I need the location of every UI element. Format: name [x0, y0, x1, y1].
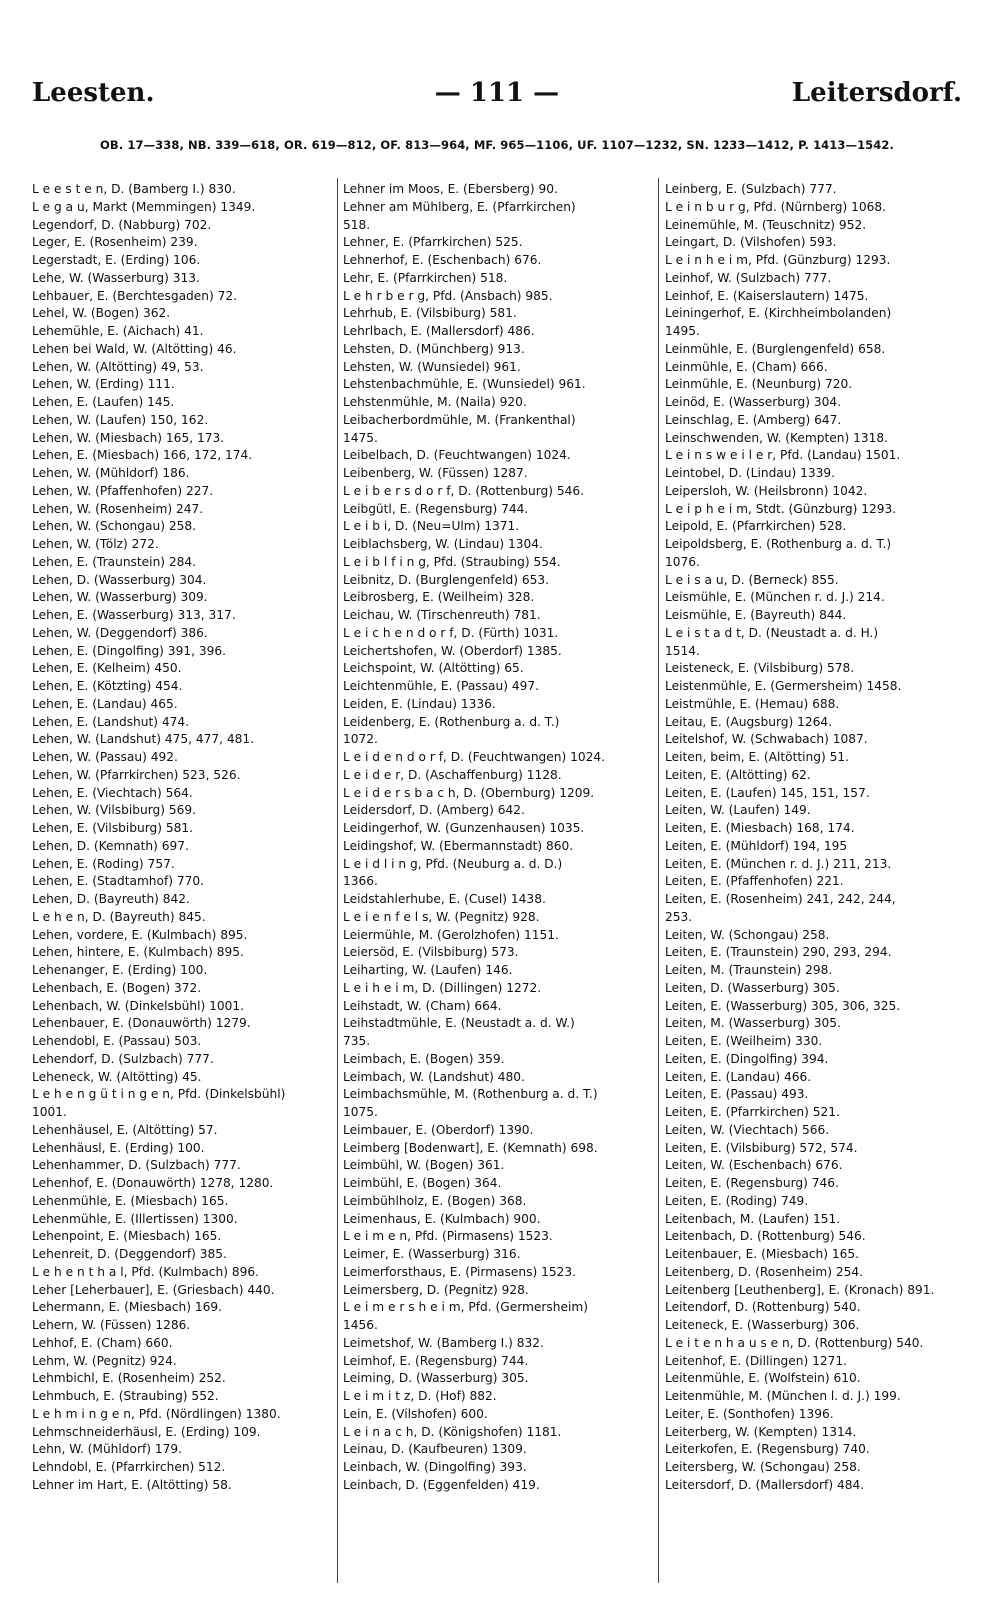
index-entry: Leiten, E. (Miesbach) 168, 174. [665, 821, 855, 835]
index-entry: Leiblachsberg, W. (Lindau) 1304. [343, 537, 543, 551]
index-entry: Lehemühle, E. (Aichach) 41. [32, 324, 204, 338]
index-entry: Lehen, W. (Pfaffenhofen) 227. [32, 483, 214, 498]
index-entry: Leiten, E. (Traunstein) 290, 293, 294. [665, 945, 892, 960]
index-entry: Leinschwenden, W. (Kempten) 1318. [665, 430, 889, 445]
index-entry: Leimbach, W. (Landshut) 480. [343, 1069, 525, 1084]
index-entry: Leimbühlholz, E. (Bogen) 368. [343, 1193, 527, 1208]
index-entry: Lehenpoint, E. (Miesbach) 165. [32, 1229, 222, 1244]
index-entry: L e i m i t z, D. (Hof) 882. [343, 1389, 497, 1403]
index-entry: Leinemühle, M. (Teuschnitz) 952. [665, 217, 867, 232]
index-entry: Lehenhäusl, E. (Erding) 100. [32, 1140, 205, 1155]
index-entry: 1072. [343, 732, 378, 747]
index-entry: Lehen, W. (Deggendorf) 386. [32, 625, 208, 640]
index-entry: L e h e n t h a l, Pfd. (Kulmbach) 896. [32, 1264, 259, 1279]
index-entry: Leinberg, E. (Sulzbach) 777. [665, 182, 837, 196]
index-entry: Leiten, E. (Laufen) 145, 151, 157. [665, 785, 870, 800]
index-entry: Lehen, W. (Mühldorf) 186. [32, 466, 190, 480]
index-entry: Leibnitz, D. (Burglengenfeld) 653. [343, 572, 549, 587]
index-entry: Leichau, W. (Tirschenreuth) 781. [343, 608, 541, 622]
index-entry: Lehen, vordere, E. (Kulmbach) 895. [32, 927, 248, 942]
index-entry: Lehen, W. (Miesbach) 165, 173. [32, 430, 225, 445]
index-entry: Leimhof, E. (Regensburg) 744. [343, 1353, 529, 1368]
index-entry: 1514. [665, 643, 700, 658]
index-entry: L e i b l f i n g, Pfd. (Straubing) 554. [343, 554, 561, 569]
index-entry: Lehern, W. (Füssen) 1286. [32, 1318, 191, 1332]
index-entry: Lehhof, E. (Cham) 660. [32, 1335, 173, 1350]
column-2 [343, 181, 653, 1581]
index-entry: Leipold, E. (Pfarrkirchen) 528. [665, 519, 847, 534]
index-entry: Lehen, W. (Pfarrkirchen) 523, 526. [32, 767, 241, 782]
index-entry: Leibacherbordmühle, M. (Frankenthal) [343, 412, 576, 427]
index-entry: Leiten, beim, E. (Altötting) 51. [665, 750, 850, 764]
column-1 [32, 181, 332, 1581]
index-entry: Lehen, E. (Kötzting) 454. [32, 679, 183, 693]
index-entry: Leiten, E. (Regensburg) 746. [665, 1176, 839, 1190]
index-entry: Leitenmühle, E. (Wolfstein) 610. [665, 1371, 861, 1386]
index-entry: 1075. [343, 1105, 378, 1119]
index-entry: Leitenberg [Leuthenberg], E. (Kronach) 891. [665, 1282, 935, 1297]
index-entry: Lehen, W. (Tölz) 272. [32, 537, 159, 551]
index-entry: Leinöd, E. (Wasserburg) 304. [665, 395, 842, 409]
index-entry: Lehen, W. (Vilsbiburg) 569. [32, 803, 196, 818]
index-entry: L e h e n, D. (Bayreuth) 845. [32, 909, 206, 924]
index-entry: Lehnerhof, E. (Eschenbach) 676. [343, 253, 542, 267]
header-last-entry: Leitersdorf. [791, 78, 962, 108]
index-entry: L e i d e r s b a c h, D. (Obernburg) 1209. [343, 785, 595, 800]
index-entry: Leichtenmühle, E. (Passau) 497. [343, 679, 539, 693]
index-entry: 1001. [32, 1105, 67, 1119]
index-entry: Leidingshof, W. (Ebermannstadt) 860. [343, 838, 574, 853]
index-entry: Lehen, E. (Landshut) 474. [32, 714, 190, 729]
index-entry: Lehner im Hart, E. (Altötting) 58. [32, 1477, 232, 1492]
index-entry: Leimbach, E. (Bogen) 359. [343, 1051, 505, 1066]
index-entry: L e i b i, D. (Neu=Ulm) 1371. [343, 519, 520, 534]
index-entry: Leiten, E. (Wasserburg) 305, 306, 325. [665, 998, 901, 1013]
index-entry: Leimenhaus, E. (Kulmbach) 900. [343, 1211, 541, 1226]
index-entry: Leiten, E. (Vilsbiburg) 572, 574. [665, 1140, 858, 1155]
index-entry: L e i n s w e i l e r, Pfd. (Landau) 1501. [665, 448, 901, 463]
index-entry: Leimberg [Bodenwart], E. (Kemnath) 698. [343, 1140, 598, 1155]
index-entry: Leitendorf, D. (Rottenburg) 540. [665, 1300, 861, 1315]
index-entry: Lehner, E. (Pfarrkirchen) 525. [343, 235, 523, 250]
index-entry: Lehen, E. (Dingolfing) 391, 396. [32, 643, 226, 658]
index-entry: L e e s t e n, D. (Bamberg I.) 830. [32, 182, 236, 196]
index-entry: Lehrlbach, E. (Mallersdorf) 486. [343, 324, 535, 338]
index-entry: L e h r b e r g, Pfd. (Ansbach) 985. [343, 288, 553, 303]
index-entry: Leiten, W. (Laufen) 149. [665, 803, 811, 818]
index-entry: Leichertshofen, W. (Oberdorf) 1385. [343, 643, 562, 658]
index-entry: Leiten, E. (Dingolfing) 394. [665, 1051, 829, 1066]
index-entry: Leiten, W. (Schongau) 258. [665, 927, 830, 942]
index-entry: 253. [665, 909, 693, 924]
index-entry: Lehen, E. (Viechtach) 564. [32, 785, 193, 800]
index-entry: Leiermühle, M. (Gerolzhofen) 1151. [343, 927, 559, 942]
index-entry: Lehenreit, D. (Deggendorf) 385. [32, 1247, 227, 1261]
index-entry: L e i d e n d o r f, D. (Feuchtwangen) 1024. [343, 750, 606, 764]
index-entry: Leiten, E. (Weilheim) 330. [665, 1034, 823, 1048]
index-entry: Leistmühle, E. (Hemau) 688. [665, 696, 840, 711]
index-entry: Leihstadt, W. (Cham) 664. [343, 998, 502, 1013]
index-entry: Leiersöd, E. (Vilsbiburg) 573. [343, 945, 519, 960]
index-entry: Leimersberg, D. (Pegnitz) 928. [343, 1282, 529, 1297]
index-entry: Lehen, W. (Rosenheim) 247. [32, 501, 204, 516]
district-range-legend: OB. 17—338, NB. 339—618, OR. 619—812, OF. 813—964, MF. 965—1106, UF. 1107—1232, SN. 1233—1412, P. 1413—1542. [100, 138, 894, 152]
index-entry: Leimer, E. (Wasserburg) 316. [343, 1247, 521, 1261]
page-number: — 111 — [434, 78, 560, 108]
index-entry: Lehndobl, E. (Pfarrkirchen) 512. [32, 1460, 226, 1474]
index-entry: Leiten, E. (Roding) 749. [665, 1193, 809, 1208]
index-entry: L e i e n f e l s, W. (Pegnitz) 928. [343, 909, 540, 924]
index-entry: Leibrosberg, E. (Weilheim) 328. [343, 590, 535, 605]
index-entry: Lehrhub, E. (Vilsbiburg) 581. [343, 306, 517, 321]
index-entry: Leimbauer, E. (Oberdorf) 1390. [343, 1122, 534, 1137]
index-entry: Lehsten, W. (Wunsiedel) 961. [343, 359, 521, 374]
index-entry: Lehen, E. (Wasserburg) 313, 317. [32, 608, 236, 622]
index-entry: Leitenhof, E. (Dillingen) 1271. [665, 1353, 848, 1368]
index-entry: Lehendobl, E. (Passau) 503. [32, 1034, 202, 1048]
index-entry: L e g a u, Markt (Memmingen) 1349. [32, 199, 256, 214]
index-entry: L e i c h e n d o r f, D. (Fürth) 1031. [343, 625, 559, 640]
index-entry: Lehner am Mühlberg, E. (Pfarrkirchen) [343, 199, 576, 214]
index-entry: Leitenbauer, E. (Miesbach) 165. [665, 1247, 859, 1261]
index-entry: Leitenbach, M. (Laufen) 151. [665, 1211, 841, 1226]
index-entry: Lehen, E. (Roding) 757. [32, 856, 175, 871]
index-entry: Leinau, D. (Kaufbeuren) 1309. [343, 1442, 527, 1457]
index-entry: Leidingerhof, W. (Gunzenhausen) 1035. [343, 821, 585, 835]
index-entry: Leiten, E. (Landau) 466. [665, 1069, 812, 1084]
index-entry: Leipersloh, W. (Heilsbronn) 1042. [665, 483, 868, 498]
index-entry: Leimerforsthaus, E. (Pirmasens) 1523. [343, 1264, 576, 1279]
index-entry: Leitenbach, D. (Rottenburg) 546. [665, 1229, 866, 1244]
index-entry: Leingart, D. (Vilshofen) 593. [665, 235, 837, 250]
column-divider [337, 178, 338, 1583]
index-entry: Lehen, E. (Miesbach) 166, 172, 174. [32, 448, 253, 463]
index-entry: Lehr, E. (Pfarrkirchen) 518. [343, 270, 508, 285]
index-entry: Lehenbauer, E. (Donauwörth) 1279. [32, 1016, 251, 1031]
index-entry: L e i s a u, D. (Berneck) 855. [665, 572, 839, 587]
index-entry: Lehen, W. (Landshut) 475, 477, 481. [32, 732, 255, 747]
index-entry: Leiden, E. (Lindau) 1336. [343, 696, 496, 711]
index-entry: L e i n b u r g, Pfd. (Nürnberg) 1068. [665, 199, 886, 214]
index-entry: L e i n h e i m, Pfd. (Günzburg) 1293. [665, 253, 891, 267]
index-entry: Leitau, E. (Augsburg) 1264. [665, 714, 833, 729]
index-entry: Lehen, W. (Passau) 492. [32, 750, 178, 764]
index-entry: Lehm, W. (Pegnitz) 924. [32, 1353, 177, 1368]
index-entry: Lehen bei Wald, W. (Altötting) 46. [32, 341, 237, 356]
index-entry: Lehen, E. (Kelheim) 450. [32, 661, 182, 676]
index-entry: Lehen, E. (Stadtamhof) 770. [32, 874, 205, 889]
index-entry: Leinhof, E. (Kaiserslautern) 1475. [665, 288, 869, 303]
index-entry: Leiteneck, E. (Wasserburg) 306. [665, 1318, 860, 1332]
index-entry: Lehermann, E. (Miesbach) 169. [32, 1300, 222, 1315]
index-entry: Leiten, E. (München r. d. J.) 211, 213. [665, 856, 892, 871]
index-entry: Lehen, E. (Vilsbiburg) 581. [32, 821, 194, 835]
index-entry: Leimetshof, W. (Bamberg I.) 832. [343, 1335, 544, 1350]
index-entry: L e i m e r s h e i m, Pfd. (Germersheim) [343, 1300, 588, 1315]
index-entry: L e i m e n, Pfd. (Pirmasens) 1523. [343, 1229, 553, 1244]
index-entry: Lehenhof, E. (Donauwörth) 1278, 1280. [32, 1176, 274, 1190]
index-entry: Lehner im Moos, E. (Ebersberg) 90. [343, 182, 558, 196]
index-entry: Leher [Leherbauer], E. (Griesbach) 440. [32, 1282, 275, 1297]
index-entry: Leinbach, W. (Dingolfing) 393. [343, 1460, 527, 1474]
index-entry: Leiharting, W. (Laufen) 146. [343, 963, 513, 977]
index-entry: Leiten, W. (Eschenbach) 676. [665, 1158, 843, 1173]
index-entry: Lehen, W. (Laufen) 150, 162. [32, 412, 209, 427]
index-entry: Lehel, W. (Bogen) 362. [32, 306, 171, 321]
index-entry: Legerstadt, E. (Erding) 106. [32, 253, 201, 267]
index-entry: Leidstahlerhube, E. (Cusel) 1438. [343, 892, 546, 906]
index-entry: Leismühle, E. (Bayreuth) 844. [665, 608, 847, 622]
index-entry: Lehenbach, E. (Bogen) 372. [32, 980, 202, 995]
index-entry: L e i h e i m, D. (Dillingen) 1272. [343, 980, 542, 995]
index-entry: Lehen, D. (Wasserburg) 304. [32, 572, 207, 587]
entry-list [665, 181, 965, 1495]
index-entry: L e i n a c h, D. (Königshofen) 1181. [343, 1424, 562, 1439]
column-divider [658, 178, 659, 1583]
index-entry: Lehmschneiderhäusl, E. (Erding) 109. [32, 1424, 261, 1439]
index-entry: Lehsten, D. (Münchberg) 913. [343, 341, 525, 356]
index-entry: Leibelbach, D. (Feuchtwangen) 1024. [343, 448, 571, 463]
index-entry: L e i s t a d t, D. (Neustadt a. d. H.) [665, 625, 879, 640]
index-entry: Leiten, D. (Wasserburg) 305. [665, 980, 840, 995]
index-entry: L e i d e r, D. (Aschaffenburg) 1128. [343, 767, 562, 782]
index-entry: Leger, E. (Rosenheim) 239. [32, 235, 198, 250]
index-entry: Leisteneck, E. (Vilsbiburg) 578. [665, 661, 855, 676]
index-entry: Lehmbuch, E. (Straubing) 552. [32, 1389, 219, 1403]
column-3 [665, 181, 965, 1581]
index-entry: Leiterberg, W. (Kempten) 1314. [665, 1424, 857, 1439]
index-entry: Lehenanger, E. (Erding) 100. [32, 963, 208, 977]
index-entry: Leiten, E. (Mühldorf) 194, 195 [665, 838, 848, 853]
index-entry: Leimbachsmühle, M. (Rothenburg a. d. T.) [343, 1087, 598, 1102]
index-entry: Lehen, W. (Erding) 111. [32, 377, 175, 392]
index-entry: Leidenberg, E. (Rothenburg a. d. T.) [343, 714, 560, 729]
index-entry: 1475. [343, 430, 378, 445]
index-entry: Leinschlag, E. (Amberg) 647. [665, 412, 842, 427]
index-entry: Leiterkofen, E. (Regensburg) 740. [665, 1442, 870, 1457]
index-entry: 1366. [343, 874, 378, 889]
index-entry: Leitelshof, W. (Schwabach) 1087. [665, 732, 868, 747]
index-entry: Leismühle, E. (München r. d. J.) 214. [665, 590, 885, 605]
index-entry: 1495. [665, 324, 700, 338]
index-entry: Leiten, E. (Rosenheim) 241, 242, 244, [665, 892, 896, 906]
index-entry: Lehen, D. (Bayreuth) 842. [32, 892, 190, 906]
index-entry: Lehstenbachmühle, E. (Wunsiedel) 961. [343, 377, 586, 392]
index-entry: Leimbühl, E. (Bogen) 364. [343, 1176, 502, 1190]
index-entry: L e i t e n h a u s e n, D. (Rottenburg) 540. [665, 1335, 924, 1350]
entry-list [343, 181, 653, 1495]
index-entry: 1076. [665, 554, 700, 569]
index-entry: Leintobel, D. (Lindau) 1339. [665, 466, 836, 480]
index-entry: L e i d l i n g, Pfd. (Neuburg a. d. D.) [343, 856, 563, 871]
index-entry: 735. [343, 1034, 371, 1048]
index-entry: Leiter, E. (Sonthofen) 1396. [665, 1406, 834, 1421]
index-entry: Legendorf, D. (Nabburg) 702. [32, 217, 212, 232]
index-entry: L e h m i n g e n, Pfd. (Nördlingen) 1380. [32, 1406, 281, 1421]
index-entry: L e i b e r s d o r f, D. (Rottenburg) 546. [343, 483, 585, 498]
index-entry: Leiming, D. (Wasserburg) 305. [343, 1371, 529, 1386]
index-entry: Lehen, W. (Schongau) 258. [32, 519, 196, 534]
index-entry: Lehen, E. (Laufen) 145. [32, 395, 175, 409]
index-entry: 518. [343, 217, 371, 232]
index-entry: Leinmühle, E. (Neunburg) 720. [665, 377, 853, 392]
index-entry: Leidersdorf, D. (Amberg) 642. [343, 803, 525, 818]
index-entry: Lehe, W. (Wasserburg) 313. [32, 270, 200, 285]
index-entry: Leinmühle, E. (Burglengenfeld) 658. [665, 341, 886, 356]
entry-list [32, 181, 332, 1495]
index-entry: Leheneck, W. (Altötting) 45. [32, 1069, 202, 1084]
index-entry: Leinmühle, E. (Cham) 666. [665, 359, 828, 374]
index-entry: Lehenhäusel, E. (Altötting) 57. [32, 1122, 218, 1137]
index-entry: Lehenbach, W. (Dinkelsbühl) 1001. [32, 998, 244, 1013]
index-entry: Leinhof, W. (Sulzbach) 777. [665, 270, 832, 285]
index-entry: Leinbach, D. (Eggenfelden) 419. [343, 1477, 540, 1492]
index-entry: Leiten, M. (Wasserburg) 305. [665, 1016, 841, 1031]
index-entry: Leitersberg, W. (Schongau) 258. [665, 1460, 861, 1474]
index-entry: Lehenhammer, D. (Sulzbach) 777. [32, 1158, 241, 1173]
index-entry: Leiten, E. (Pfarrkirchen) 521. [665, 1105, 840, 1119]
index-entry: 1456. [343, 1318, 378, 1332]
index-entry: Leitenmühle, M. (München l. d. J.) 199. [665, 1389, 901, 1403]
index-entry: Lehen, E. (Traunstein) 284. [32, 554, 197, 569]
index-entry: Leitenberg, D. (Rosenheim) 254. [665, 1264, 864, 1279]
page-header [32, 78, 962, 118]
index-entry: Leichspoint, W. (Altötting) 65. [343, 661, 524, 676]
index-entry: L e i p h e i m, Stdt. (Günzburg) 1293. [665, 501, 897, 516]
header-first-entry: Leesten. [32, 78, 155, 108]
index-entry: Leiten, M. (Traunstein) 298. [665, 963, 833, 977]
index-entry: Leihstadtmühle, E. (Neustadt a. d. W.) [343, 1016, 575, 1031]
index-entry: Lehendorf, D. (Sulzbach) 777. [32, 1051, 214, 1066]
index-entry: L e h e n g ü t i n g e n, Pfd. (Dinkelsbühl) [32, 1087, 286, 1102]
index-entry: Lehen, D. (Kemnath) 697. [32, 838, 189, 853]
index-entry: Lehbauer, E. (Berchtesgaden) 72. [32, 288, 238, 303]
index-entry: Lehenmühle, E. (Miesbach) 165. [32, 1193, 229, 1208]
index-entry: Lehen, hintere, E. (Kulmbach) 895. [32, 945, 244, 960]
index-entry: Leitersdorf, D. (Mallersdorf) 484. [665, 1477, 865, 1492]
index-entry: Leiten, W. (Viechtach) 566. [665, 1122, 830, 1137]
index-entry: Lehen, E. (Landau) 465. [32, 696, 178, 711]
index-entry: Lehn, W. (Mühldorf) 179. [32, 1442, 183, 1457]
index-entry: Lehenmühle, E. (Illertissen) 1300. [32, 1211, 238, 1226]
index-entry: Leimbühl, W. (Bogen) 361. [343, 1158, 505, 1173]
index-entry: Leistenmühle, E. (Germersheim) 1458. [665, 679, 902, 693]
index-entry: Leibenberg, W. (Füssen) 1287. [343, 466, 528, 480]
index-entry: Lehen, W. (Altötting) 49, 53. [32, 359, 204, 374]
index-entry: Leibgütl, E. (Regensburg) 744. [343, 501, 529, 516]
index-entry: Lein, E. (Vilshofen) 600. [343, 1406, 488, 1421]
index-entry: Lehstenmühle, M. (Naila) 920. [343, 395, 527, 409]
index-entry: Lehen, W. (Wasserburg) 309. [32, 590, 208, 605]
index-entry: Leiningerhof, E. (Kirchheimbolanden) [665, 306, 892, 321]
index-entry: Leipoldsberg, E. (Rothenburg a. d. T.) [665, 537, 892, 551]
index-entry: Lehmbichl, E. (Rosenheim) 252. [32, 1371, 226, 1386]
index-entry: Leiten, E. (Pfaffenhofen) 221. [665, 874, 844, 889]
index-entry: Leiten, E. (Passau) 493. [665, 1087, 809, 1102]
index-entry: Leiten, E. (Altötting) 62. [665, 767, 811, 782]
